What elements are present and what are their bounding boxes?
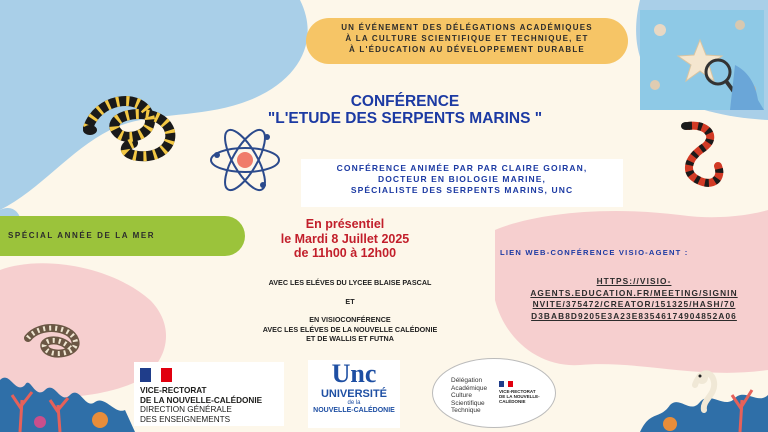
- web-conference-label: LIEN WEB-CONFÉRENCE VISIO-AGENT :: [500, 248, 689, 257]
- participants-line-3: EN VISIOCONFÉRENCE: [309, 315, 391, 324]
- vice-rectorat-logo: [134, 362, 284, 426]
- dac-line-4: Scientifique: [451, 399, 485, 407]
- schedule: [240, 217, 450, 261]
- vr-line-4: DES ENSEIGNEMENTS: [140, 414, 231, 424]
- schedule-time: de 11h00 à 12h00: [293, 246, 397, 260]
- web-conference-link[interactable]: [500, 276, 768, 322]
- unc-mark: Unc: [331, 359, 377, 388]
- participants-line-1: AVEC LES ELÉVES DU LYCEE BLAISE PASCAL: [268, 278, 432, 287]
- banner-line-3: À L'ÉDUCATION AU DÉVELOPPEMENT DURABLE: [349, 45, 585, 54]
- participants-line-4: AVEC LES ELÉVES DE LA NOUVELLE CALÉDONIE: [262, 324, 438, 334]
- schedule-date: le Mardi 8 Juillet 2025: [280, 231, 410, 246]
- speaker-line-2: DOCTEUR EN BIOLOGIE MARINE,: [377, 174, 547, 184]
- dac-line-1: Délégation: [451, 377, 483, 384]
- conference-title: [205, 93, 605, 127]
- participants-line-2: ET: [345, 296, 355, 306]
- unc-university-logo: [308, 360, 400, 428]
- dac-flag-icon: [499, 381, 513, 387]
- link-line-2[interactable]: AGENTS.EDUCATION.FR/MEETING/SIGNIN: [530, 287, 738, 298]
- atom-icon: [205, 125, 285, 195]
- banner-line-2: À LA CULTURE SCIENTIFIQUE ET TECHNIQUE, ET: [345, 34, 589, 43]
- french-flag-icon: [140, 368, 172, 382]
- speaker-line-3: SPÉCIALISTE DES SERPENTS MARINS, UNC: [350, 185, 574, 195]
- vr-line-3: DIRECTION GÉNÉRALE: [140, 405, 232, 414]
- speaker-box: [301, 159, 623, 207]
- unc-sub-1: de la: [347, 400, 361, 406]
- speaker-line-1: CONFÉRENCE ANIMÉE PAR PAR CLAIRE GOIRAN,: [336, 163, 588, 173]
- coral-snake-image: [668, 118, 738, 198]
- participants-text: [225, 278, 475, 344]
- unc-sub-2: NOUVELLE-CALÉDONIE: [313, 407, 395, 414]
- unc-university-word: UNIVERSITÉ: [320, 388, 387, 400]
- link-line-1[interactable]: HTTPS://VISIO-: [596, 276, 672, 286]
- coral-reef-right-image: [640, 340, 768, 432]
- dac-line-5: Technique: [451, 407, 481, 414]
- conference-label: CONFÉRENCE: [350, 93, 460, 110]
- vr-line-1: VICE-RECTORAT: [140, 386, 207, 395]
- link-line-3[interactable]: NVITE/375472/CREATOR/151325/HASH/70: [532, 299, 736, 309]
- special-year-banner: SPÉCIAL ANNÉE DE LA MER: [0, 216, 245, 256]
- dac-vr-line-1: VICE-RECTORAT: [499, 389, 536, 394]
- coral-reef-left-image: [0, 340, 135, 432]
- conference-topic: "L'ETUDE DES SERPENTS MARINS ": [267, 110, 543, 127]
- dac-logo: [432, 358, 556, 428]
- starfish-magnifier-photo: [640, 10, 764, 110]
- schedule-mode: En présentiel: [305, 217, 385, 231]
- dac-line-2: Académique: [451, 384, 488, 392]
- participants-line-5: ET DE WALLIS ET FUTNA: [306, 334, 394, 343]
- dac-vr-line-2: DE LA NOUVELLE-CALÉDONIE: [499, 394, 540, 404]
- event-banner: [306, 18, 628, 64]
- link-line-4[interactable]: D3BAB8D9205E3A23E83546174904852A06: [531, 310, 737, 321]
- dac-line-3: Culture: [451, 392, 472, 399]
- banded-sea-snake-image: [78, 88, 188, 168]
- banner-line-1: UN ÉVÉNEMENT DES DÉLÉGATIONS ACADÉMIQUES: [341, 23, 593, 32]
- vr-line-2: DE LA NOUVELLE-CALÉDONIE: [140, 395, 263, 405]
